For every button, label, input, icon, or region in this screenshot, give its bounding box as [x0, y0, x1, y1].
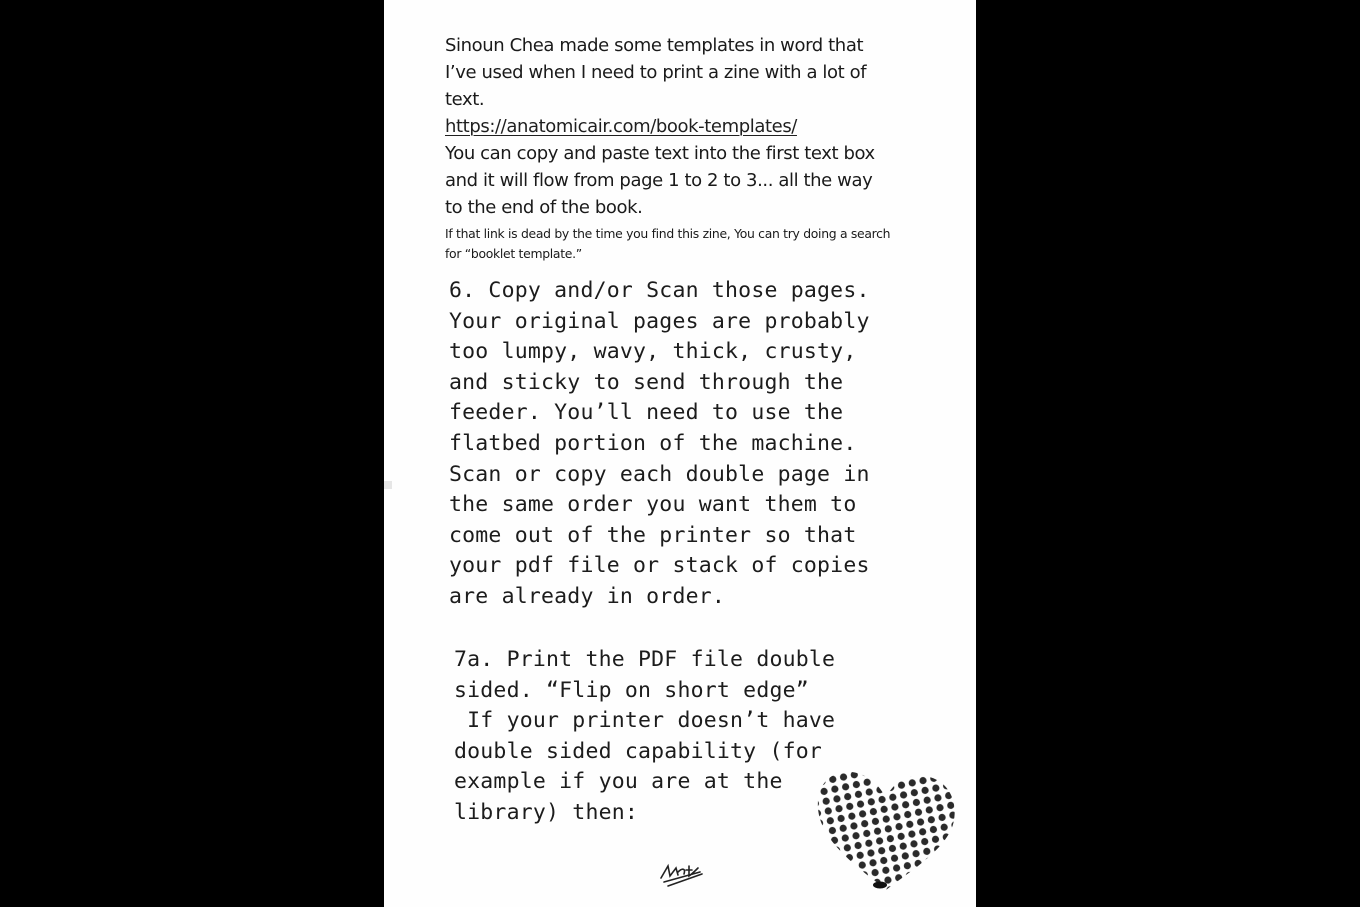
- step-6-line: too lumpy, wavy, thick, crusty,: [449, 339, 857, 365]
- intro-line: You can copy and paste text into the first text box: [445, 143, 875, 164]
- step-6-line: and sticky to send through the: [449, 369, 844, 395]
- intro-line: I’ve used when I need to print a zine with a lot of: [445, 62, 867, 83]
- step-6-line: the same order you want them to: [449, 492, 857, 518]
- footnote-line: for “booklet template.”: [445, 246, 582, 261]
- step-6-line: Your original pages are probably: [449, 308, 870, 334]
- step-6-section: [449, 276, 870, 613]
- step-7a-line: double sided capability (for: [454, 738, 823, 764]
- footnote-line: If that link is dead by the time you find this zine, You can try doing a search: [445, 226, 891, 241]
- step-7a-line: library) then:: [454, 799, 639, 825]
- step-6-line: flatbed portion of the machine.: [449, 430, 857, 456]
- zine-page: [384, 0, 976, 907]
- template-link[interactable]: https://anatomicair.com/book-templates/: [445, 116, 797, 137]
- intro-line: and it will flow from page 1 to 2 to 3... all the way: [445, 170, 873, 191]
- signature-scribble: [658, 860, 704, 888]
- footnote: [445, 224, 945, 264]
- step-7a-line: 7a. Print the PDF file double: [454, 647, 836, 672]
- step-6-line: come out of the printer so that: [449, 522, 857, 548]
- step-7a-line: example if you are at the: [454, 769, 783, 795]
- dotted-heart-icon: [814, 768, 959, 896]
- intro-line: text.: [445, 89, 485, 110]
- step-7a-section: [454, 645, 835, 829]
- intro-section: [445, 32, 945, 264]
- step-6-line: are already in order.: [449, 583, 726, 609]
- step-7a-line: If your printer doesn’t have: [454, 708, 836, 734]
- step-6-line: Scan or copy each double page in: [449, 461, 870, 487]
- step-6-line: 6. Copy and/or Scan those pages.: [449, 278, 870, 303]
- scan-edge-mark: [384, 481, 392, 489]
- step-7a-line: sided. “Flip on short edge”: [454, 677, 809, 703]
- intro-line: to the end of the book.: [445, 197, 643, 218]
- step-6-line: your pdf file or stack of copies: [449, 553, 870, 579]
- intro-line: Sinoun Chea made some templates in word that: [445, 35, 864, 56]
- step-6-line: feeder. You’ll need to use the: [449, 400, 844, 426]
